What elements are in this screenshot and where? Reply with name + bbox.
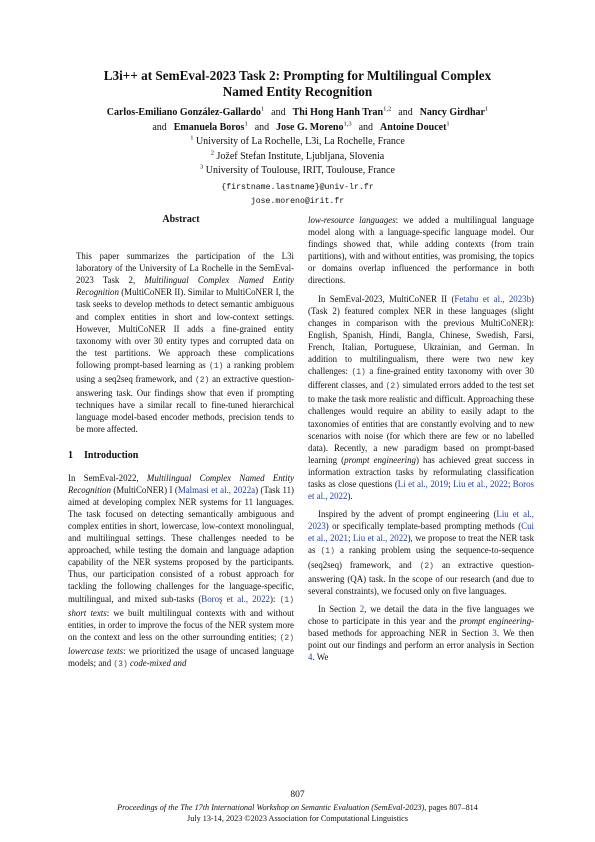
intro-paragraph: In SemEval-2022, Multilingual Complex Named Entity Recognition (MultiCoNER) I (Malmasi et al., 2022a) (Task 11) aimed at developing complex NER systems for 11 languages. The task focused on detecting semantically ambiguous and complex entities in short, lowercase, low-context monolingual, and multilingual settings. These challenges needed to be approached, while testing the domain and language adaption capability of the NER systems proposed by the participants. Thus, our participation consisted of a robust approach for tackling the following challenges for the language-specific, multilingual, and mixed sub-tasks (Boroş et al., 2022): (1) short texts: we built multilingual contexts with and without entities, in order to improve the focus of the NER system more on the context and less on the other surrounding entities; (2) lowercase texts: we prioritized the usage of uncased language models; and (3) code-mixed and [68, 472, 295, 669]
and-text: and [152, 121, 167, 133]
left-column [68, 214, 294, 671]
intro-paragraph: In SemEval-2023, MultiCoNER II (Fetahu et al., 2023b) (Task 2) featured complex NER in these languages (slight changes in comparison with the previous MultiCoNER): English, Spanish, Hindi, Bangla, Chinese, Swedish, Farsi, French, Italian, Portuguese, Ukrainian, and German. In addition to multilingualism, there were two new key challenges: (1) a fine-grained entity taxonomy with over 30 different classes, and (2) simulated errors added to the test set to make the task more realistic and difficult. Approaching these challenges would require an ability to easily adapt to the taxonomies of entities that are constantly evolving and to new scenarios with noise (for which there are few or no labelled data). Recently, a new paradigm based on prompt-based learning (prompt engineering) has achieved great success in information extraction tasks by reformulating classification tasks as close questions (Li et al., 2019; Liu et al., 2022; Boros et al., 2022). [308, 293, 535, 502]
page-number: 807 [290, 790, 305, 800]
author-affil-sup: 1 [260, 105, 265, 113]
proceedings-line: Proceedings of the The 17th International Workshop on Semantic Evaluation (SemEval-2023), pages 807–814 [117, 802, 478, 812]
citation-link[interactable]: Li et al., 2019 [397, 478, 449, 489]
affiliation: $^1$ University of La Rochelle, L3i, La Rochelle, France [190, 134, 405, 147]
right-column [308, 214, 534, 663]
author-affil-sup: 1,2 [383, 105, 392, 113]
email-address[interactable]: {firstname.lastname}@univ-lr.fr [221, 182, 374, 192]
author-block [40, 106, 555, 210]
and-text: and [398, 107, 413, 118]
affiliation: $^2$ Jožef Stefan Institute, Ljubljana, Slovenia [210, 149, 385, 162]
author-name: Jose G. Moreno [276, 121, 344, 133]
citation-link[interactable]: Liu et al., 2022 [453, 478, 508, 489]
and-text: and [254, 121, 270, 133]
section-heading-introduction: 1 Introduction [68, 449, 139, 461]
citation-link[interactable]: Boroş et al., 2022 [201, 593, 270, 604]
email-address[interactable]: jose.moreno@irit.fr [250, 197, 345, 206]
and-text: and [358, 121, 374, 133]
author-affil-sup: 1,3 [343, 120, 352, 128]
author-affil-sup: 1 [484, 105, 489, 113]
author-affil-sup: 1 [446, 120, 450, 128]
copyright-line: July 13-14, 2023 ©2023 Association for Computational Linguistics [187, 813, 408, 823]
title-line-2: Named Entity Recognition [222, 84, 373, 99]
title-line-1: L3i++ at SemEval-2023 Task 2: Prompting for Multilingual Complex [103, 68, 492, 83]
author-name: Antoine Doucet [380, 121, 447, 133]
page-footer [40, 790, 555, 824]
citation-link[interactable]: Cui et al., 2021 [308, 521, 534, 544]
abstract-heading: Abstract [162, 214, 200, 225]
intro-paragraph: Inspired by the advent of prompt engineering (Liu et al., 2023) or specifically template-based prompting methods (Cui et al., 2021; Liu et al., 2022), we propose to treat the NER task as (1) a ranking problem using the sequence-to-sequence (seq2seq) framework, and (2) an extractive question-answering (QA) task. In the scope of our research (and due to several constraints), we focused only on five languages. [308, 509, 535, 596]
citation-link[interactable]: Fetahu et al., 2023b [454, 293, 532, 304]
author-name: Emanuela Boros [173, 121, 245, 133]
citation-link[interactable]: Boros et al., 2022 [308, 478, 534, 502]
abstract-text: This paper summarizes the participation of the L3i laboratory of the University of La Rochelle in the SemEval-2023 Task 2, Multilingual Complex Named Entity Recognition (MultiCoNER II). Similar to MultiCoNER I, the task seeks to develop methods to detect semantic ambiguous and complex entities in short and low-context settings. However, MultiCoNER II adds a fine-grained entity taxonomy with over 30 entity types and corrupted data on the test partitions. We approach these complications following prompt-based learning as (1) a ranking problem using a seq2seq framework, and (2) an extractive question-answering task. Our findings show that even if prompting techniques have a similar recall to fine-tuned hierarchical language model-based encoder methods, precision tends to be more affected. [76, 251, 294, 435]
author-name: Carlos-Emiliano González-Gallardo [106, 107, 261, 118]
citation-link[interactable]: Liu et al., 2023 [308, 509, 534, 532]
affiliation: $^3$ University of Toulouse, IRIT, Toulouse, France [200, 163, 395, 176]
author-name: Thi Hong Hanh Tran [292, 107, 384, 118]
citation-link[interactable]: Liu et al., 2022 [352, 533, 408, 544]
citation-link[interactable]: Malmasi et al., 2022a [177, 484, 256, 495]
section-ref-link[interactable]: 4 [308, 652, 313, 663]
intro-paragraph: In Section 2, we detail the data in the five languages we chose to participate in this year and the prompt engineering-based methods for approaching NER in Section 3. We then point out our findings and perform an error analysis in Section 4. We [308, 603, 535, 663]
paper-title [60, 68, 535, 100]
intro-paragraph-continued: low-resource languages: we added a multilingual language model along with a language-specific language model. Our findings showed that, while adding contexts (from train partitions), with and without entities, was promising, the topics or domains overlap influenced the performance in both directions. [308, 215, 534, 286]
and-text: and [271, 107, 286, 118]
section-ref-link[interactable]: 3 [492, 628, 497, 638]
author-name: Nancy Girdhar [419, 107, 485, 118]
section-ref-link[interactable]: 2 [359, 603, 365, 614]
author-affil-sup: 1 [244, 120, 248, 128]
